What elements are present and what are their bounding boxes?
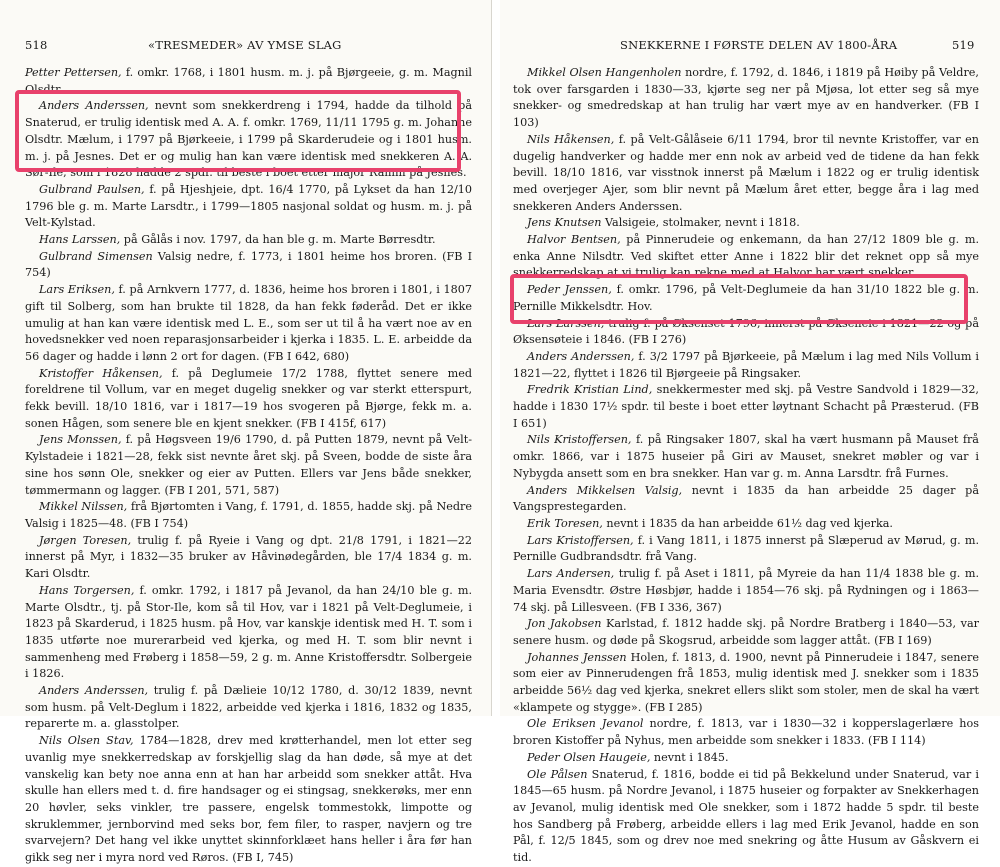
entry-name: Anders Anderssen, <box>527 349 635 363</box>
entry-name: Lars Larssen, <box>527 316 605 330</box>
right-page <box>500 0 1000 865</box>
entry-name: Anders Mikkelsen Valsig, <box>527 483 683 497</box>
entry-name: Kristoffer Håkensen, <box>39 366 163 380</box>
entry-name: Petter Pettersen, <box>25 66 122 79</box>
entry-text: f. 3/2 1797 på Bjørkeeie, på Mælum i lag med Nils Vollum i 1821—22, flyttet i 1826 til Bjørgeeie på Ringsaker. <box>513 349 979 380</box>
entry-text: Karlstad, f. 1812 hadde skj. på Nordre Bratberg i 1840—53, var senere husm. og døde på Skogsrud, arbeidde som lagger attåt. (FB I 169) <box>513 617 979 647</box>
entry-text: trulig f. på Ryeie i Vang og dpt. 21/8 1791, i 1821—22 innerst på Myr, i 1832—35 bruker av Håvinødegården, ble 17/4 1834 g. m. Kari Olsdtr. <box>25 533 472 581</box>
entry-text: f. på Deglumeie 17/2 1788, flyttet senere med foreldrene til Vollum, var en meget dugelig snekker og var sterkt etterspurt, fekk bevill. 18/10 1816, var i 1817—19 hos svogeren på Bjørge, fekk m. a. sonen Hågen, som senere ble en kjent snekker. (FB I 415f, 617) <box>25 366 472 430</box>
entry-name: Jon Jakobsen <box>527 617 602 631</box>
entry-name: Anders Anderssen, <box>39 684 149 698</box>
entry-name: Gulbrand Paulsen, <box>39 182 145 196</box>
entry-text: trulig f. på Aset i 1811, på Myreie da han 11/4 1838 ble g. m. Maria Evensdtr. Østre Høsbjør, hadde i 1854—76 skj. på Rydningen og i 1863—74 skj. på Lillesveen. (FB I 336, 367) <box>513 567 979 614</box>
entry-text: nevnt i 1835 da han arbeidde 25 dager på Vangsprestegarden. <box>513 483 979 514</box>
entry-name: Fredrik Kristian Lind, <box>527 383 653 397</box>
entry <box>25 733 472 867</box>
entry-text: f. på Ringsaker 1807, skal ha vært husmann på Mauset frå omkr. 1866, var i 1875 huseier på Giri av Mauset, snekret møbler og var i Nybygda ansett som en bra snekker. Han var g. m. Anna Larsdtr. frå Furnes. <box>513 433 979 480</box>
entry <box>25 432 472 499</box>
entry-text: trulig f. på Øksenset 1796, innerst på Økseneie i 1821—22 og på Øksensøteie i 1846. (FB I 276) <box>513 316 980 347</box>
entry-text: Valsigeie, stolmaker, nevnt i 1818. <box>601 216 800 230</box>
entry-text: snekkermester med skj. på Vestre Sandvold i 1829—32, hadde i 1830 17½ spdr. til beste i boet etter løytnant Schacht på Præsterud. (FB I 651) <box>513 383 979 430</box>
entry <box>513 65 979 132</box>
left-running-title: «TRESMEDER» AV YMSE SLAG <box>148 38 342 52</box>
entry-name: Nils Olsen Stav, <box>39 734 134 748</box>
entry-text: på Gålås i nov. 1797, da han ble g. m. Marte Børresdtr. <box>120 233 436 247</box>
entry <box>513 616 979 649</box>
entry <box>25 366 472 433</box>
entry <box>25 499 472 532</box>
entry-text: f. omkr. 1792, i 1817 på Jevanol, da han 24/10 ble g. m. Marte Olsdtr., tj. på Stor-Ile, kom så til Hov, var i 1821 på Velt-Deglumeie, i 1823 på Skarderud, i 1825 husm. på Hov, var kanskje identisk med H. T. som i 1835 utførte noe murerarbeid ved kjerka, og med H. T. som blir nevnt i sammenheng med Frøberg i 1858—59, 2 g. m. Anne Kristoffersdtr. Solbergeie i 1826. <box>25 583 472 681</box>
entry-text: Snaterud, f. 1816, bodde ei tid på Bekkelund under Snaterud, var i 1845—65 husm. på Nordre Jevanol, i 1875 huseier og forpakter av Snekkerhagen av Jevanol, mulig identisk med Ole snekker, som i 1872 hadde 5 spdr. til beste hos Sandberg på Frøberg, arbeidde ellers i lag med Erik Jevanol, hadde en son Pål, f. 12/5 1845, som og drev noe med snekring og åtte Husum av Gåskvern ei tid. <box>513 767 979 865</box>
entry-name: Mikkel Nilssen, <box>39 500 128 514</box>
entry-text: nevnt i 1835 da han arbeidde 61½ dag ved kjerka. <box>602 516 893 530</box>
entry-text: f. omkr. 1796, på Velt-Deglumeie da han 31/10 1822 ble g. m. Pernille Mikkelsdtr. Hov. <box>513 283 979 313</box>
entry <box>513 132 979 216</box>
entry <box>513 432 979 482</box>
book-gutter <box>492 0 500 716</box>
entry-name: Hans Larssen, <box>39 233 121 247</box>
entry-name: Lars Eriksen, <box>39 283 115 297</box>
entry <box>25 583 472 683</box>
entry-name: Peder Jenssen, <box>527 283 612 297</box>
entry-name: Anders Anderssen, <box>39 99 149 113</box>
entry-name: Mikkel Olsen Hangenholen <box>527 66 682 79</box>
entry-name: Lars Andersen, <box>527 567 615 581</box>
entry <box>25 282 472 366</box>
entry-text: 1784—1828, drev med krøtterhandel, men lot etter seg uvanlig mye snekkerredskap av forskjellig slag da han døde, så mye at det vanskelig kan bety noe anna enn at han har arbeidd som snekker attåt. Hva skulle han ellers med t. d. fire handsager og ei stingsag, snekkerøks, mer enn 20 høvler, seks vinkler, tre passere, engelsk tommestokk, limpotte og skruklemmer, jernborvind med seks bor, fem filer, to rasper, navjern og tre svarvejern? Det hang vel ikke unyttet skinnforklæet hans heller i åra før han gikk seg ner i myra nord ved Røros. (FB I, 745) <box>25 734 472 865</box>
left-page-body <box>25 65 472 867</box>
entry <box>513 382 979 432</box>
entry-text: f. på Hjeshjeie, dpt. 16/4 1770, på Lykset da han 12/10 1796 ble g. m. Marte Larsdtr., i 1799—1805 nasjonal soldat og husm. m. j. på Velt-Kylstad. <box>25 182 472 230</box>
entry-text: f. på Velt-Gålåseie 6/11 1794, bror til nevnte Kristoffer, var en dugelig handverker og hadde mer enn nok av arbeid ved de tidene da han fekk bevill. 18/10 1816, var visstnok innerst på Mælum i 1822 og er trulig identisk med overjeger Ajer, som blir nevnt på Mælum året etter, begge åra i lag med snekkeren Anders Anderssen. <box>513 132 979 213</box>
right-page-body <box>513 65 979 867</box>
entry-text: Valsig nedre, f. 1773, i 1801 heime hos broren. (FB I 754) <box>25 249 472 280</box>
entry-name: Peder Olsen Haugeie, <box>527 750 651 764</box>
entry-name: Nils Kristoffersen, <box>527 433 632 447</box>
entry <box>513 566 979 616</box>
entry <box>513 516 979 533</box>
entry-name: Jens Knutsen <box>527 216 602 230</box>
entry-name: Jørgen Toresen, <box>39 533 132 547</box>
entry-name: Ole Eriksen Jevanol <box>527 717 644 731</box>
highlight-box <box>15 90 461 172</box>
entry-name: Gulbrand Simensen <box>39 249 153 263</box>
entry-name: Halvor Bentsen, <box>527 233 621 247</box>
entry <box>513 716 979 749</box>
entry <box>513 215 979 232</box>
entry <box>513 650 979 717</box>
entry <box>25 182 472 232</box>
entry-text: f. på Arnkvern 1777, d. 1836, heime hos broren i 1801, i 1807 gift til Solberg, som han brukte til 1828, da han fekk føderåd. Det er ikke umulig at han kan være identisk med L. E., som ser ut til å ha vært noe av en hovedsnekker ved noen reparasjonsarbeider i kjerka i 1835. L. E. arbeidde da 56 dager og hadde i lønn 2 ort for dagen. (FB I 642, 680) <box>25 283 472 363</box>
entry-text: nordre, f. 1813, var i 1830—32 i kopperslagerlære hos broren Kistoffer på Nyhus, men arbeidde som snekker i 1833. (FB I 114) <box>513 717 979 748</box>
entry-text: f. i Vang 1811, i 1875 innerst på Slæperud av Mørud, g. m. Pernille Gudbrandsdtr. frå Vang. <box>513 533 979 564</box>
right-page-number: 519 <box>952 38 975 52</box>
entry-text: på Pinnerudeie og enkemann, da han 27/12 1809 ble g. m. enka Anne Nilsdtr. Ved skiftet etter Anne i 1822 blir det reknet opp så mye snekkerredskap at vi trulig kan rekne med at Halvor har vært snekker. <box>513 233 980 280</box>
entry-text: f. omkr. 1768, i 1801 husm. m. j. på Bjørgeeie, g. m. Magnil Olsdtr. <box>25 66 473 96</box>
entry-text: Holen, f. 1813, d. 1900, nevnt på Pinnerudeie i 1847, senere som eier av Pinnerudengen frå 1853, mulig identisk med J. snekker som i 1835 arbeidde 56½ dag ved kjerka, snekret ellers slikt som stoler, men de skal ha vært «klampete og stygge». (FB I 285) <box>513 650 979 714</box>
entry <box>25 683 472 733</box>
right-running-title: SNEKKERNE I FØRSTE DELEN AV 1800-ÅRA <box>620 38 898 52</box>
entry-name: Lars Kristoffersen, <box>527 533 634 547</box>
entry-name: Ole Pålsen <box>527 767 588 781</box>
entry-name: Hans Torgersen, <box>39 583 135 597</box>
entry <box>513 533 979 566</box>
entry-name: Nils Håkensen, <box>527 132 615 146</box>
entry <box>513 750 979 767</box>
entry-text: nevnt i 1845. <box>650 750 729 764</box>
entry-name: Johannes Jenssen <box>527 650 627 664</box>
entry-text: nordre, f. 1792, d. 1846, i 1819 på Høiby på Veldre, tok over farsgarden i 1830—33, kjørte seg ner på Mjøsa, lot etter seg så mye snekker- og smedredskap at han trulig har vært mye av en handverker. (FB I 103) <box>513 66 979 130</box>
entry <box>25 249 472 282</box>
entry <box>25 533 472 583</box>
entry <box>513 349 979 382</box>
entry-text: nevnt som snekkerdreng i 1794, hadde da tilhold på Snaterud, er trulig identisk med A. A. f. omkr. 1769, 11/11 1795 g. m. Johanne Olsdtr. Mælum, i 1797 på Bjørkeeie, i 1799 på Skarderudeie og i 1801 husm. m. j. på Jesnes. Det er og mulig han kan være identisk med snekkeren A. A. Sør-Ile, som i 1828 hadde 2 spdr. til beste i boet etter major Ramm på Jesnes. <box>25 99 473 180</box>
left-page-number: 518 <box>25 38 48 52</box>
entry-name: Erik Toresen, <box>527 516 603 530</box>
entry-text: f. på Høgsveen 19/6 1790, d. på Putten 1879, nevnt på Velt-Kylstadeie i 1821—28, fekk sist nevnte året skj. på Sveen, bodde de siste åra sine hos sønn Ole, snekker og eier av Putten. Ellers var Jens både snekker, tømmermann og lagger. (FB I 201, 571, 587) <box>25 433 472 497</box>
entry-name: Jens Monssen, <box>39 433 122 447</box>
highlight-box <box>510 274 968 324</box>
entry-text: frå Bjørtomten i Vang, f. 1791, d. 1855, hadde skj. på Nedre Valsig i 1825—48. (FB I 754) <box>25 500 473 530</box>
entry <box>25 232 472 249</box>
entry <box>513 483 979 516</box>
entry-text: trulig f. på Dælieie 10/12 1780, d. 30/12 1839, nevnt som husm. på Velt-Deglum i 1822, arbeidde ved kjerka i 1816, 1832 og 1835, reparerte m. a. glasstolper. <box>25 684 472 731</box>
entry <box>513 767 979 867</box>
